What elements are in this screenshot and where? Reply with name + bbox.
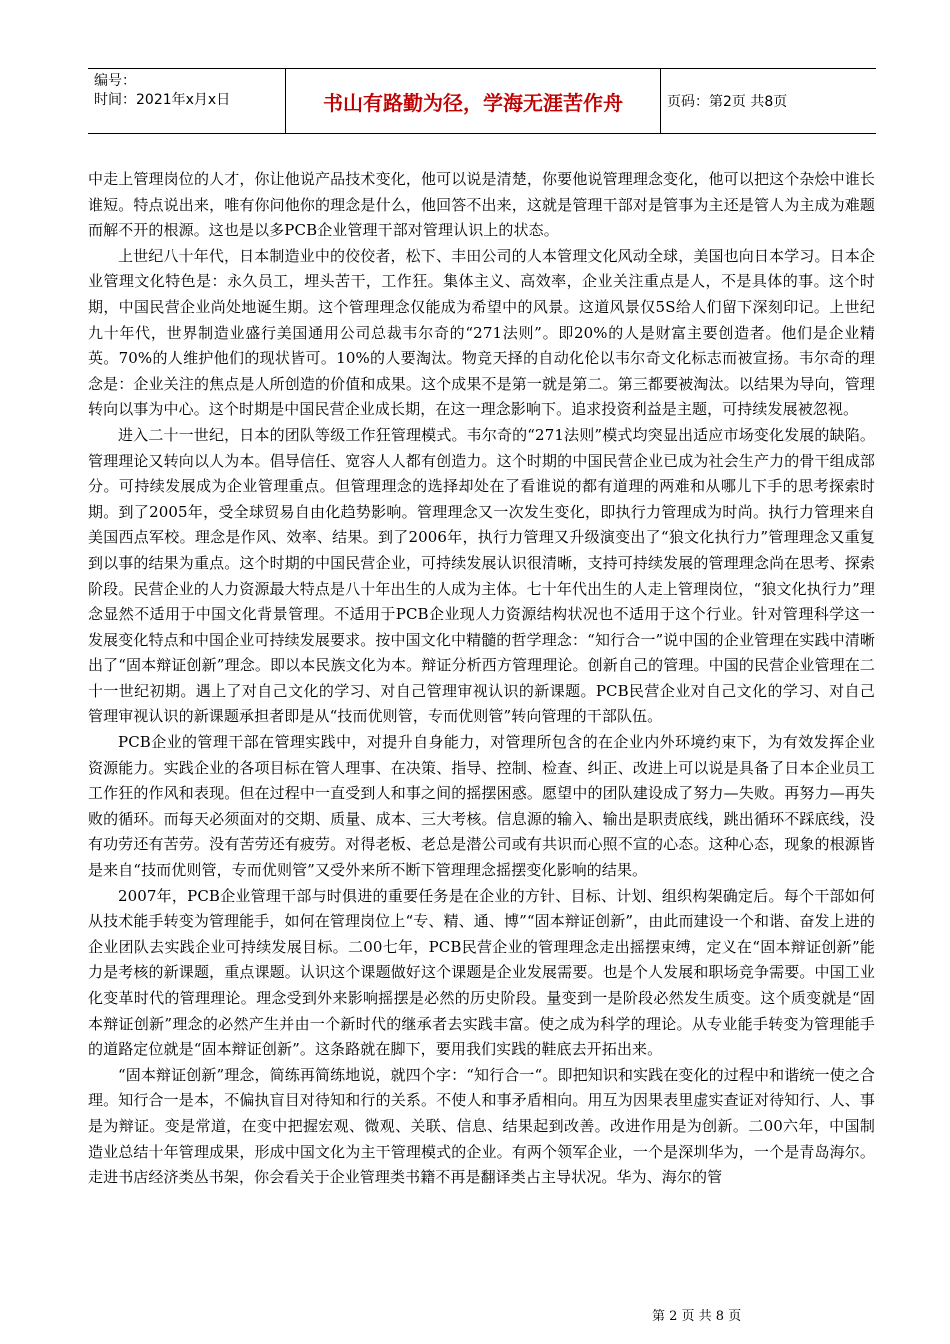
header-meta [88,69,286,133]
page-header [88,68,876,134]
header-page-info: 页码：第2页 共8页 [667,94,788,110]
time-label: 时间：2021年x月x日 [94,92,231,108]
page-footer: 第 2 页 共 8 页 [652,1309,742,1324]
paragraph: 进入二十一世纪，日本的团队等级工作狂管理模式。韦尔奇的“271法则”模式均突显出适应市场变化发展的缺陷。管理理论又转向以人为本。倡导信任、宽容人人都有创造力。这个时期的中国民营企业已成为社会生产力的骨干组成部分。可持续发展成为企业管理重点。但管理理念的选择却处在了看谁说的都有道理的两难和从哪儿下手的思考探索时期。到了2005年，受全球贸易自由化趋势影响。管理理念又一次发生变化，即执行力管理成为时尚。执行力管理来自美国西点军校。理念是作风、效率、结果。到了2006年，执行力管理又升级演变出了“狼文化执行力”管理理念又重复到以事的结果为重点。这个时期的中国民营企业，可持续发展认识很清晰，支持可持续发展的管理理念尚在思考、探索阶段。民营企业的人力资源最大特点是八十年出生的人成为主体。七十年代出生的人走上管理岗位，“狼文化执行力”理念显然不适用于中国文化背景管理。不适用于PCB企业现人力资源结构状况也不适用于这个行业。针对管理科学这一发展变化特点和中国企业可持续发展要求。按中国文化中精髓的哲学理念：“知行合一”说中国的企业管理在实践中清晰出了“固本辩证创新”理念。即以本民族文化为本。辩证分析西方管理理论。创新自己的管理。中国的民营企业管理在二十一世纪初期。遇上了对自己文化的学习、对自己管理审视认识的新课题。PCB民营企业对自己文化的学习、对自己管理审视认识的新课题承担者即是从“技而优则管，专而优则管”转向管理的干部队伍。 [88,425,875,726]
paragraph: “固本辩证创新”理念，简练再简练地说，就四个字：“知行合一“。即把知识和实践在变化的过程中和谐统一使之合理。知行合一是本，不偏执盲目对待知和行的关系。不使人和事矛盾相向。用互为因果表里虚实查证对待知行、人、事是为辩证。变是常道，在变中把握宏观、微观、关联、信息、结果起到改善。改进作用是为创新。二00六年，中国制造业总结十年管理成果，形成中国文化为主干管理模式的企业。有两个领军企业，一个是深圳华为，一个是青岛海尔。走进书店经济类丛书架，你会看关于企业管理类书籍不再是翻译类占主导状况。华为、海尔的管 [88,1065,875,1187]
paragraph: PCB企业的管理干部在管理实践中，对提升自身能力，对管理所包含的在企业内外环境约束下，为有效发挥企业资源能力。实践企业的各项目标在管人理事、在决策、指导、控制、检查、纠正、改进上可以说是具备了日本企业员工工作狂的作风和表现。但在过程中一直受到人和事之间的摇摆困惑。愿望中的团队建设成了努力—失败。再努力—再失败的循环。而每天必须面对的交期、质量、成本、三大考核。信息源的输入、输出是职责底线，跳出循环不踩底线，没有功劳还有苦劳。没有苦劳还有疲劳。对得老板、老总是潜公司或有共识而心照不宣的心态。这种心态，现象的根源皆是来自“技而优则管，专而优则管”又受外来所不断下管理理念摇摆变化影响的结果。 [88,733,875,880]
header-motto: 书山有路勤为径，学海无涯苦作舟 [286,69,661,133]
document-body [88,167,875,1191]
paragraph: 2007年，PCB企业管理干部与时俱进的重要任务是在企业的方针、目标、计划、组织构架确定后。每个干部如何从技术能手转变为管理能手，如何在管理岗位上“专、精、通、博”“固本辩证创新”，由此而建设一个和谐、奋发上进的企业团队去实践企业可持续发展目标。二00七年，PCB民营企业的管理理念走出摇摆束缚，定义在“固本辩证创新”能力是考核的新课题，重点课题。认识这个课题做好这个课题是企业发展需要。也是个人发展和职场竞争需要。中国工业化变革时代的管理理论。理念受到外来影响摇摆是必然的历史阶段。量变到一是阶段必然发生质变。这个质变就是“固本辩证创新”理念的必然产生并由一个新时代的继承者去实践丰富。使之成为科学的理论。从专业能手转变为管理能手的道路定位就是“固本辩证创新”。这条路就在脚下，要用我们实践的鞋底去开拓出来。 [88,886,875,1059]
paragraph: 上世纪八十年代，日本制造业中的佼佼者，松下、丰田公司的人本管理文化风动全球，美国也向日本学习。日本企业管理文化特色是：永久员工，埋头苦干，工作狂。集体主义、高效率，企业关注重点是人，不是具体的事。这个时期，中国民营企业尚处地诞生期。这个管理理念仅能成为希望中的风景。这道风景仅5S给人们留下深刻印记。上世纪九十年代，世界制造业盛行美国通用公司总裁韦尔奇的“271法则”。即20%的人是财富主要创造者。他们是企业精英。70%的人维护他们的现状皆可。10%的人要淘汰。物竞天择的自动化伦以韦尔奇文化标志而被宣扬。韦尔奇的理念是：企业关注的焦点是人所创造的价值和成果。这个成果不是第一就是第二。第三都要被淘汰。以结果为导向，管理转向以事为中心。这个时期是中国民营企业成长期，在这一理念影响下。追求投资利益是主题，可持续发展被忽视。 [88,246,875,419]
paragraph-continued: 中走上管理岗位的人才，你让他说产品技术变化，他可以说是清楚，你要他说管理理念变化，他可以把这个杂烩中谁长谁短。特点说出来，唯有你问他你的理念是什么，他回答不出来，这就是管理干部对是管事为主还是管人为主成为难题而解不开的根源。这也是以多PCB企业管理干部对管理认识上的状态。 [88,170,875,240]
number-label: 编号： [94,73,136,89]
